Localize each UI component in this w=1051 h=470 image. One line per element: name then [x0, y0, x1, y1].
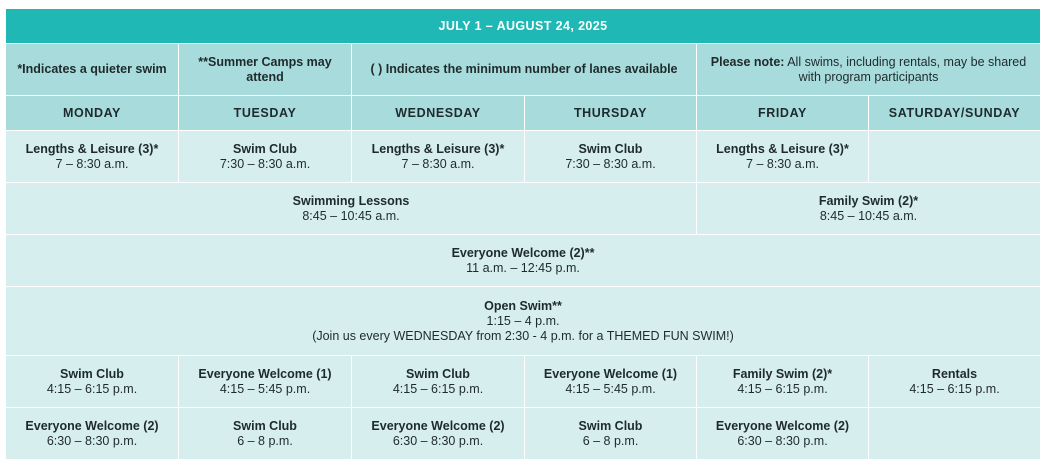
event-time: 7:30 – 8:30 a.m.: [565, 156, 656, 171]
day-friday: FRIDAY: [697, 96, 869, 131]
title-row: [6, 9, 1041, 44]
slot-weekend-late: [869, 356, 1041, 408]
day-wednesday: WEDNESDAY: [352, 96, 525, 131]
event-time: 6:30 – 8:30 p.m.: [392, 433, 484, 448]
event-time: 4:15 – 6:15 p.m.: [46, 381, 138, 396]
days-row: [6, 96, 1041, 131]
slot-open-swim: [6, 287, 1041, 356]
event-time: 6:30 – 8:30 p.m.: [46, 433, 138, 448]
event-time: 6 – 8 p.m.: [237, 433, 293, 448]
event-time: 6:30 – 8:30 p.m.: [737, 433, 828, 448]
swim-schedule-table: [5, 8, 1041, 460]
event-time: 1:15 – 4 p.m.: [486, 313, 560, 328]
note-shared: [697, 44, 1041, 96]
day-tuesday: TUESDAY: [179, 96, 352, 131]
morning-row: [6, 183, 1041, 235]
event-time: 8:45 – 10:45 a.m.: [819, 208, 918, 223]
slot-wed-early: [352, 131, 525, 183]
slot-fri-early: [697, 131, 869, 183]
event-name: Family Swim (2)*: [818, 193, 919, 208]
slot-fri-late: [697, 356, 869, 408]
note-lanes-text: ( ) Indicates the minimum number of lanes available: [370, 62, 678, 76]
slot-wed-late: [352, 356, 525, 408]
event-name: Everyone Welcome (2): [715, 418, 850, 433]
day-weekend: SATURDAY/SUNDAY: [869, 96, 1041, 131]
event-time: 7 – 8:30 a.m.: [746, 156, 819, 171]
event-time: 11 a.m. – 12:45 p.m.: [466, 260, 580, 275]
event-time: 4:15 – 6:15 p.m.: [909, 381, 1000, 396]
event-time: 8:45 – 10:45 a.m.: [302, 208, 400, 223]
slot-thu-evening: [525, 408, 697, 460]
afternoon-row: [6, 287, 1041, 356]
note-lanes: [352, 44, 697, 96]
slot-mon-evening: [6, 408, 179, 460]
event-name: Rentals: [931, 366, 978, 381]
event-name: Everyone Welcome (1): [198, 366, 332, 381]
note-quieter: [6, 44, 179, 96]
slot-family-swim-morning: [697, 183, 1041, 235]
slot-weekend-evening-empty: [869, 408, 1041, 460]
midday-row: [6, 235, 1041, 287]
note-quieter-text: *Indicates a quieter swim: [17, 62, 167, 76]
day-thursday: THURSDAY: [525, 96, 697, 131]
event-name: Lengths & Leisure (3)*: [25, 141, 159, 156]
event-name: Swim Club: [233, 418, 297, 433]
event-name: Swim Club: [233, 141, 297, 156]
event-note: (Join us every WEDNESDAY from 2:30 - 4 p.m. for a THEMED FUN SWIM!): [312, 328, 734, 343]
late-afternoon-row: [6, 356, 1041, 408]
slot-thu-early: [525, 131, 697, 183]
slot-mon-early: [6, 131, 179, 183]
event-name: Everyone Welcome (2): [371, 418, 505, 433]
note-camps-text: **Summer Camps may attend: [198, 54, 332, 84]
slot-weekend-early-empty: [869, 131, 1041, 183]
slot-everyone-welcome-midday: [6, 235, 1041, 287]
event-time: 7 – 8:30 a.m.: [55, 156, 129, 171]
event-time: 4:15 – 6:15 p.m.: [737, 381, 828, 396]
slot-tue-evening: [179, 408, 352, 460]
event-name: Swim Club: [60, 366, 124, 381]
day-monday: MONDAY: [6, 96, 179, 131]
slot-tue-early: [179, 131, 352, 183]
event-name: Swim Club: [578, 418, 643, 433]
event-time: 4:15 – 6:15 p.m.: [392, 381, 484, 396]
slot-fri-evening: [697, 408, 869, 460]
event-name: Everyone Welcome (2): [25, 418, 159, 433]
early-morning-row: [6, 131, 1041, 183]
event-name: Lengths & Leisure (3)*: [371, 141, 505, 156]
event-time: 4:15 – 5:45 p.m.: [565, 381, 656, 396]
event-time: 7:30 – 8:30 a.m.: [219, 156, 311, 171]
slot-mon-late: [6, 356, 179, 408]
note-shared-bold: Please note:: [710, 54, 785, 69]
legend-row: [6, 44, 1041, 96]
event-name: Family Swim (2)*: [732, 366, 833, 381]
event-name: Lengths & Leisure (3)*: [716, 141, 849, 156]
schedule-title: JULY 1 – AUGUST 24, 2025: [6, 9, 1041, 44]
note-camps: [179, 44, 352, 96]
event-name: Swim Club: [578, 141, 643, 156]
slot-thu-late: [525, 356, 697, 408]
event-name: Everyone Welcome (2)**: [451, 245, 595, 260]
slot-tue-late: [179, 356, 352, 408]
note-shared-text: All swims, including rentals, may be shared with program participants: [784, 54, 1027, 84]
event-name: Everyone Welcome (1): [543, 366, 678, 381]
event-time: 6 – 8 p.m.: [582, 433, 639, 448]
event-name: Swim Club: [406, 366, 470, 381]
slot-swimming-lessons: [6, 183, 697, 235]
event-name: Swimming Lessons: [292, 193, 410, 208]
evening-row: [6, 408, 1041, 460]
event-name: Open Swim**: [484, 298, 562, 313]
event-time: 4:15 – 5:45 p.m.: [219, 381, 311, 396]
slot-wed-evening: [352, 408, 525, 460]
event-time: 7 – 8:30 a.m.: [401, 156, 475, 171]
